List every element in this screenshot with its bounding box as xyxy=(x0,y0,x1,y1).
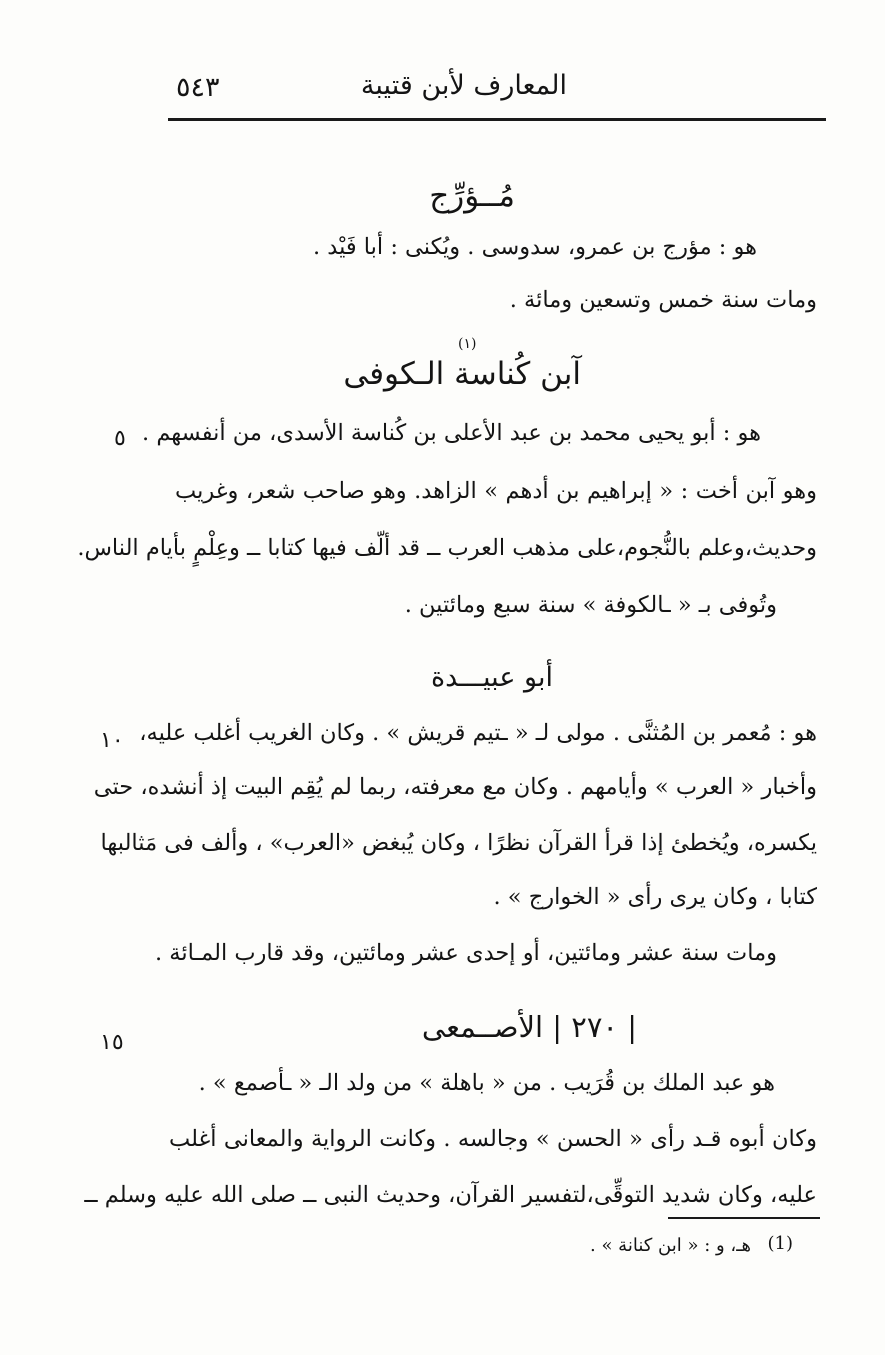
text-line: هو عبد الملك بن قُرَيب . من « باهلة » من ولد الـ « ـأصمع » . xyxy=(198,1070,775,1096)
text-line: وحديث،وعلم بالنُّجوم،على مذهب العرب ــ قد ألّف فيها كتابا ــ وعِلْمٍ بأيام الناس. xyxy=(77,535,817,561)
footnote-text: هـ، و : « ابن كنانة » . xyxy=(590,1235,751,1256)
text-line: ومات سنة خمس وتسعين ومائة . xyxy=(509,287,817,313)
text-line: عليه، وكان شديد التوقِّى،لتفسير القرآن، وحديث النبى ــ صلى الله عليه وسلم ــ xyxy=(84,1182,817,1208)
running-title: المعارف لأبن قتيبة xyxy=(360,70,567,101)
line-number: ١٠ xyxy=(100,728,124,753)
text-line: وأخبار « العرب » وأيامهم . وكان مع معرفته، ربما لم يُقِم البيت إذ أنشده، حتى xyxy=(93,774,817,800)
text-line: ومات سنة عشر ومائتين، أو إحدى عشر ومائتين، وقد قارب المـائة . xyxy=(155,940,777,966)
line-number: ٥ xyxy=(114,426,126,451)
text-line: وهو آبن أخت : « إبراهيم بن أدهم » الزاهد. وهو صاحب شعر، وغريب xyxy=(175,478,817,504)
text-line: هو : مؤرج بن عمرو، سدوسى . ويُكنى : أبا فَيْد . xyxy=(312,234,757,260)
text-line: كتابا ، وكان يرى رأى « الخوارج » . xyxy=(493,884,817,910)
line-number: ١٥ xyxy=(100,1030,124,1055)
footnote-rule xyxy=(668,1217,820,1219)
page-number: ٥٤٣ xyxy=(176,72,220,103)
footnote-marker: (١) xyxy=(458,336,477,352)
section-heading: | ٢٧٠ | الأصــمعى xyxy=(421,1010,637,1044)
text-line: يكسره، ويُخطئ إذا قرأ القرآن نظرًا ، وكان يُبغض «العرب» ، وألف فى مَثالبها xyxy=(100,830,817,856)
text-line: هو : أبو يحيى محمد بن عبد الأعلى بن كُناسة الأسدى، من أنفسهم . xyxy=(142,420,761,446)
text-line: هو : مُعمر بن المُثنَّى . مولى لـ « ـتيم قريش » . وكان الغريب أغلب عليه، xyxy=(139,720,817,746)
text-line: وكان أبوه قـد رأى « الحسن » وجالسه . وكانت الرواية والمعانى أغلب xyxy=(169,1126,817,1152)
section-heading: أبو عبيـــدة xyxy=(430,662,553,693)
header-rule xyxy=(168,118,826,121)
section-heading: مُــؤرِّج xyxy=(429,178,515,214)
section-heading: آبن كُناسة الـكوفى xyxy=(343,356,581,392)
text-line: وتُوفى بـ « ـالكوفة » سنة سبع ومائتين . xyxy=(404,592,777,618)
footnote-number: (1) xyxy=(767,1233,793,1254)
